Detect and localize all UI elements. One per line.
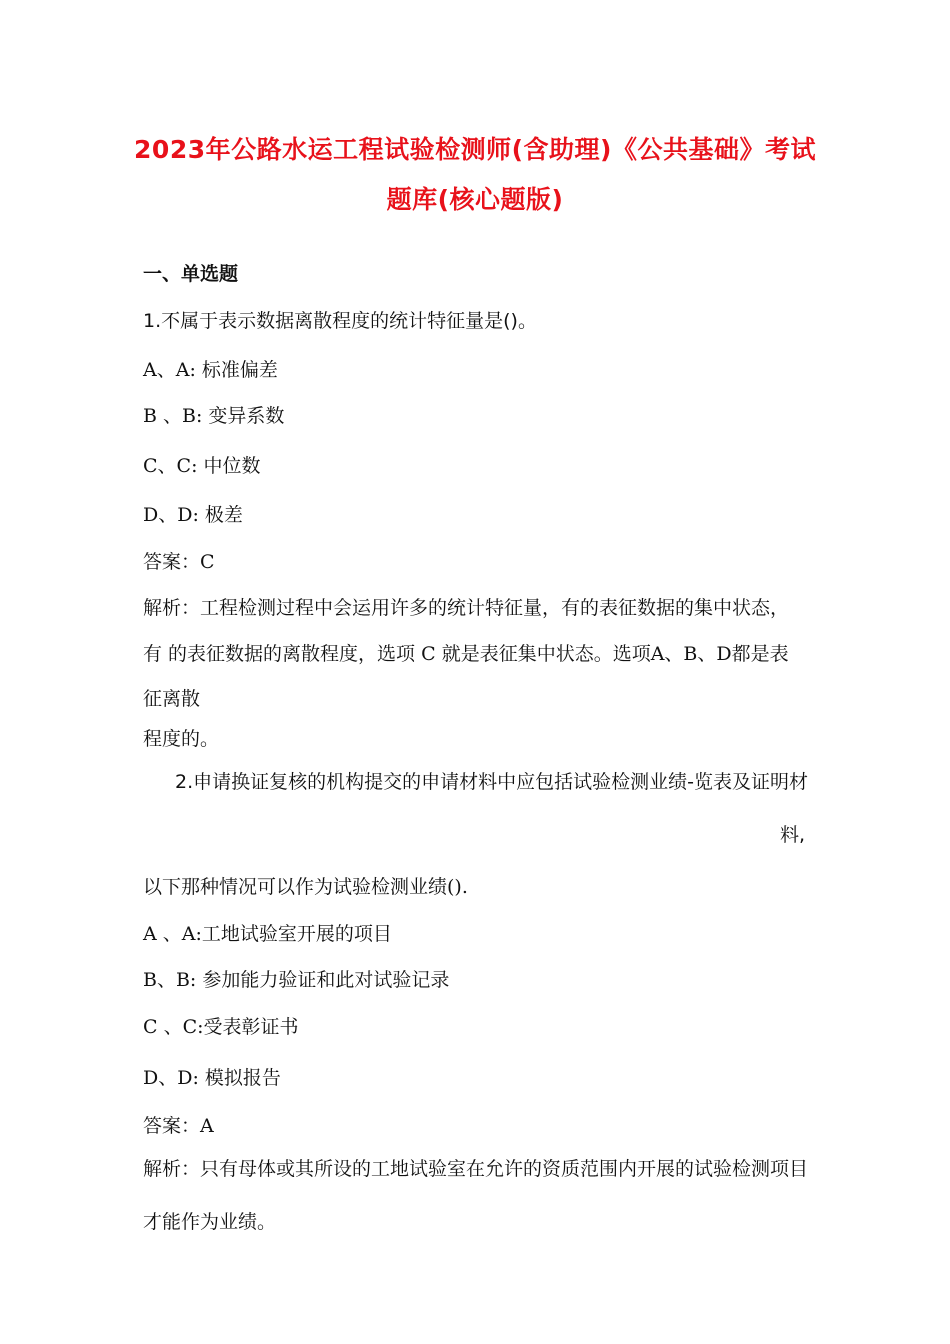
option-prefix: C、C: (143, 455, 198, 477)
question-1-option-c (143, 454, 261, 478)
option-text: 模拟报告 (204, 1067, 281, 1089)
stem-blank: (). (447, 876, 468, 898)
answer-label: 答案： (143, 551, 201, 573)
option-prefix: B 、B: (143, 405, 203, 427)
option-text: 工地试验室开展的项目 (201, 923, 392, 945)
option-text: 中位数 (203, 455, 261, 477)
option-prefix: B、B: (143, 969, 197, 991)
question-2-option-d (143, 1066, 281, 1090)
document-title-line2: 题库(核心题版) (386, 185, 564, 214)
question-1-analysis-line2 (143, 642, 789, 666)
question-2-answer (143, 1114, 214, 1138)
analysis-text: 就是表征集中状态。选项 (441, 643, 651, 665)
answer-value: C (200, 551, 215, 573)
answer-label: 答案： (143, 1115, 201, 1137)
question-2-analysis-line1: 解析：只有母体或其所设的工地试验室在允许的资质范围内开展的试验检测项目 (143, 1158, 809, 1180)
question-1-option-a (143, 358, 278, 382)
option-text: 标准偏差 (201, 359, 278, 381)
question-2-option-a (143, 922, 392, 946)
analysis-option-ref: A、B、D (650, 643, 732, 665)
question-2-stem-line2: 料, (780, 824, 806, 846)
document-title-line1: 2023年公路水运工程试验检测师(含助理)《公共基础》考试 (134, 135, 816, 164)
section-heading: 一、单选题 (143, 263, 239, 285)
analysis-text: 都是表 (731, 643, 789, 665)
question-2-analysis-line2: 才能作为业绩。 (143, 1211, 277, 1233)
analysis-option-ref: C (421, 643, 436, 665)
option-prefix: D、D: (143, 504, 199, 526)
option-text: 极差 (204, 504, 243, 526)
option-prefix: A 、A: (143, 923, 202, 945)
question-1-answer (143, 550, 215, 574)
answer-value: A (200, 1115, 214, 1137)
option-text: 受表彰证书 (203, 1016, 299, 1038)
question-1-option-d (143, 503, 243, 527)
analysis-text: 有 的表征数据的离散程度，选项 (143, 643, 416, 665)
option-prefix: C 、C: (143, 1016, 204, 1038)
question-1-analysis-line1: 解析：工程检测过程中会运用许多的统计特征量，有的表征数据的集中状态， (143, 597, 790, 619)
question-1-stem: 1.不属于表示数据离散程度的统计特征量是()。 (143, 310, 537, 332)
question-2-option-c (143, 1015, 299, 1039)
option-prefix: A、A: (143, 359, 196, 381)
question-1-analysis-line3: 征离散 (143, 688, 201, 710)
question-2-option-b (143, 968, 449, 992)
option-text: 变异系数 (208, 405, 285, 427)
question-2-stem-line3 (143, 875, 468, 899)
question-2-stem-line1: 2.申请换证复核的机构提交的申请材料中应包括试验检测业绩-览表及证明材 (175, 771, 808, 793)
question-1-option-b (143, 404, 284, 428)
option-prefix: D、D: (143, 1067, 199, 1089)
question-1-analysis-line4: 程度的。 (143, 728, 220, 750)
option-text: 参加能力验证和此对试验记录 (202, 969, 450, 991)
stem-text: 以下那种情况可以作为试验检测业绩 (143, 876, 448, 898)
